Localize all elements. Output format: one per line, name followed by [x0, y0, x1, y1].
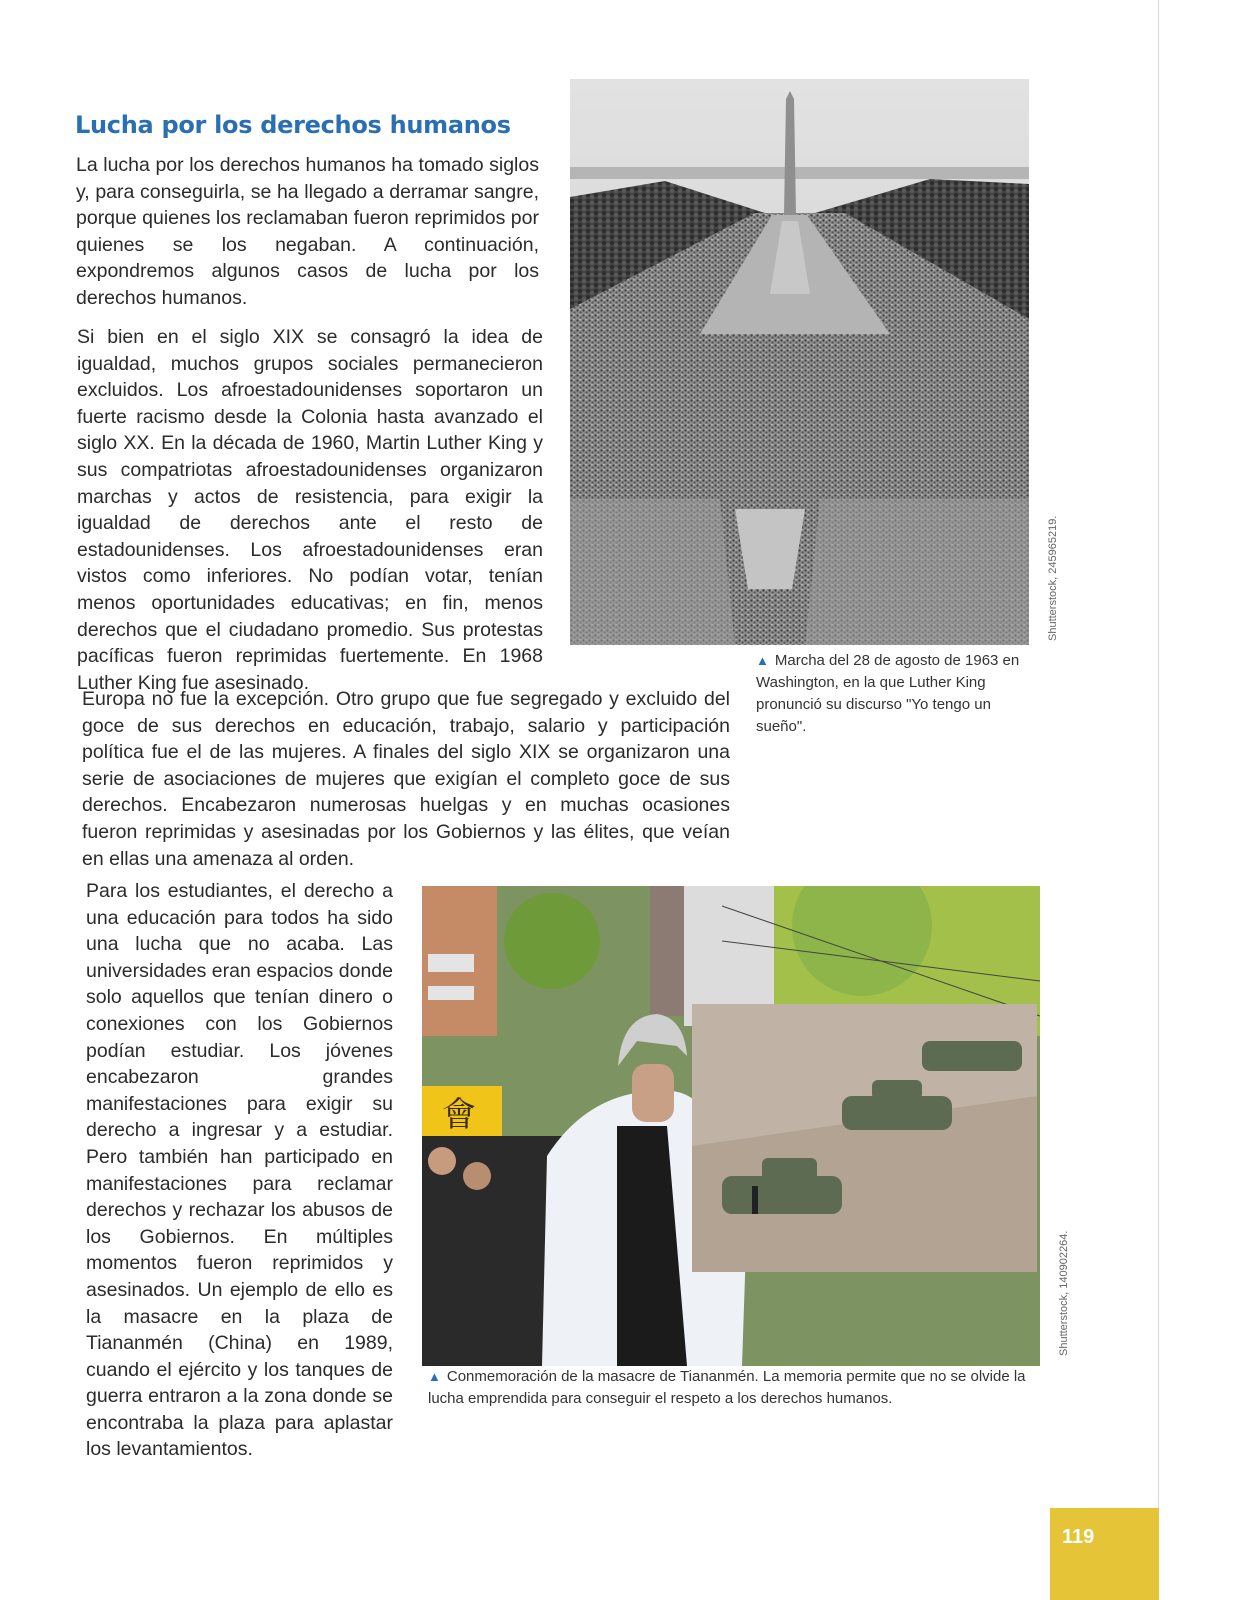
caption-march: ▲ Marcha del 28 de agosto de 1963 en Washington, en la que Luther King pronunció su discurso "Yo tengo un sueño".	[756, 652, 1020, 735]
page-number: 119	[1062, 1526, 1095, 1548]
photo-credit-tiananmen: Shutterstock, 140902264.	[1058, 1230, 1070, 1356]
triangle-bullet-icon: ▲	[428, 1369, 441, 1384]
march-on-washington-photo	[570, 79, 1029, 645]
section-heading: Lucha por los derechos humanos	[75, 111, 511, 139]
paragraph-intro: La lucha por los derechos humanos ha tomado siglos y, para conseguirla, se ha llegado a derramar sangre, porque quienes los reclamaban fueron reprimidos por quienes se los negaban. A continuación, expondremos algunos casos de lucha por los derechos humanos.	[76, 154, 539, 309]
caption-tiananmen: ▲ Conmemoración de la masacre de Tiananmén. La memoria permite que no se olvide la lucha emprendida para conseguir el respeto a los derechos humanos.	[428, 1368, 1026, 1407]
tiananmen-commemoration-photo	[422, 886, 1040, 1366]
photo-credit-march: Shutterstock, 245965219.	[1047, 515, 1059, 641]
page-edge	[1158, 0, 1159, 1600]
banner-glyph: 會	[442, 1095, 476, 1135]
page-number-tab	[1050, 1508, 1159, 1600]
paragraph-students: Para los estudiantes, el derecho a una educación para todos ha sido una lucha que no acaba. Las universidades eran espacios donde solo aquellos que tenían dinero o conexiones con los Gobiernos podían estudiar. Los jóvenes encabezaron grandes manifestaciones para exigir su derecho a ingresar y a estudiar. Pero también han participado en manifestaciones para reclamar derechos y rechazar los abusos de los Gobiernos. En múltiples momentos fueron reprimidos y asesinados. Un ejemplo de ello es la masacre en la plaza de Tiananmén (China) en 1989, cuando el ejército y los tanques de guerra entraron a la zona donde se encontraba la plaza para aplastar los levantamientos.	[86, 880, 393, 1461]
triangle-bullet-icon: ▲	[756, 653, 769, 668]
paragraph-civil-rights: Si bien en el siglo XIX se consagró la idea de igualdad, muchos grupos sociales permanecieron excluidos. Los afroestadounidenses soportaron un fuerte racismo desde la Colonia hasta avanzado el siglo XX. En la década de 1960, Martin Luther King y sus compatriotas afroestadounidenses organizaron marchas y actos de resistencia, para exigir la igualdad de derechos ante el resto de estadounidenses. Los afroestadounidenses eran vistos como inferiores. No podían votar, tenían menos oportunidades educativas; en fin, menos derechos que el ciudadano promedio. Sus protestas pacíficas fueron reprimidas fuertemente. En 1968 Luther King fue asesinado.	[77, 326, 543, 694]
paragraph-women: Europa no fue la excepción. Otro grupo que fue segregado y excluido del goce de sus derechos en educación, trabajo, salario y participación política fue el de las mujeres. A finales del siglo XIX se organizaron una serie de asociaciones de mujeres que exigían el completo goce de sus derechos. Encabezaron numerosas huelgas y en muchas ocasiones fueron reprimidas y asesinadas por los Gobiernos y las élites, que veían en ellas una amenaza al orden.	[82, 688, 730, 870]
